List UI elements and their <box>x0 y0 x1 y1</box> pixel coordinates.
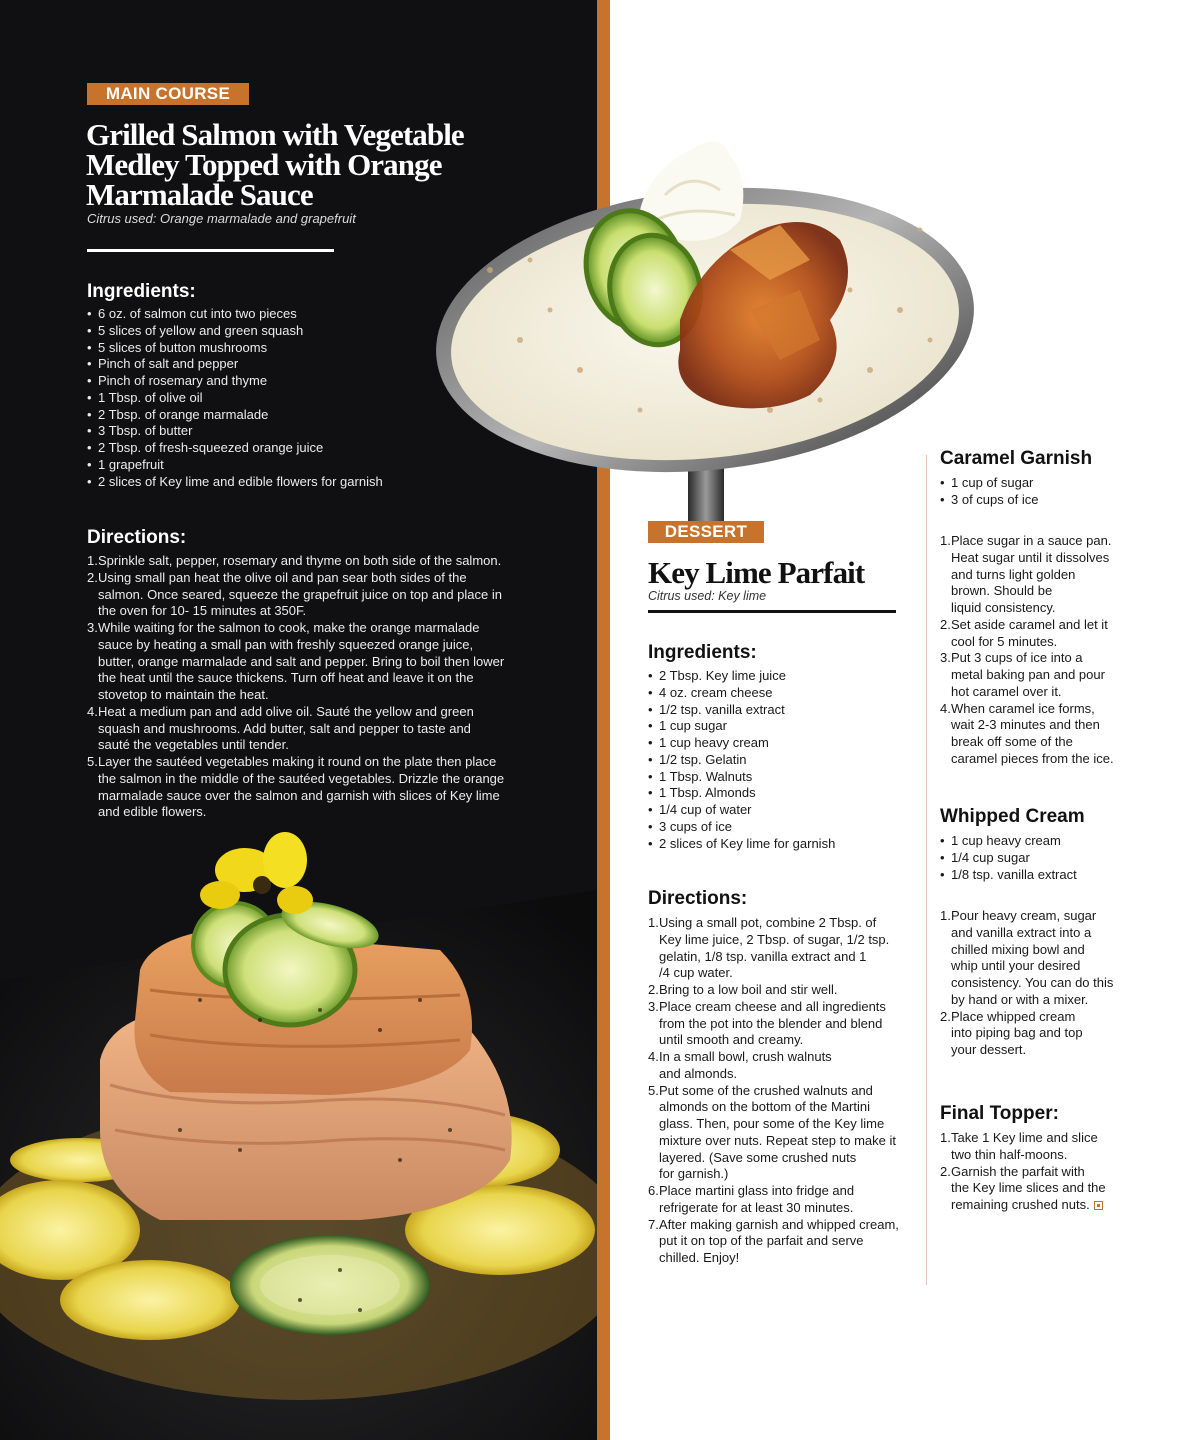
step-line: butter, orange marmalade and salt and pepper. Bring to boil then lower <box>98 653 505 669</box>
step-line: from the pot into the blender and blend <box>659 1015 883 1031</box>
final-topper-heading: Final Topper: <box>940 1103 1059 1124</box>
step-line: Sprinkle salt, pepper, rosemary and thyme on both side of the salmon. <box>98 553 502 568</box>
ingredient-item: • 4 oz. cream cheese <box>648 685 908 702</box>
step-line: into piping bag and top <box>951 1025 1083 1041</box>
step-number: 2. <box>940 1163 951 1179</box>
step-line: until smooth and creamy. <box>659 1032 804 1048</box>
direction-step <box>87 754 527 821</box>
step-line: Place whipped cream <box>951 1008 1076 1024</box>
ingredient-item: • 1 Tbsp. of olive oil <box>87 390 557 407</box>
step-line: remaining crushed nuts. <box>951 1197 1180 1214</box>
end-mark-icon <box>1094 1201 1103 1210</box>
main-directions-list <box>87 553 527 821</box>
direction-step <box>648 1083 913 1184</box>
step-line: layered. (Save some crushed nuts <box>659 1149 857 1165</box>
step-number: 4. <box>87 703 98 719</box>
ingredient-item: • 1/4 cup sugar <box>940 850 1180 867</box>
direction-step <box>648 1217 913 1267</box>
step-number: 2. <box>648 982 659 997</box>
step-line: Place martini glass into fridge and <box>659 1183 855 1198</box>
ingredient-item: • 2 Tbsp. of fresh-squeezed orange juice <box>87 440 557 457</box>
direction-step <box>940 1009 1180 1059</box>
step-line: Set aside caramel and let it <box>951 616 1108 632</box>
direction-step <box>940 908 1180 1009</box>
step-line: and turns light golden <box>951 566 1076 582</box>
ingredient-item: • 1 Tbsp. Walnuts <box>648 769 908 786</box>
step-line: Layer the sautéed vegetables making it round on the plate then place <box>98 754 497 769</box>
caramel-garnish-heading: Caramel Garnish <box>940 448 1093 469</box>
step-line: two thin half-moons. <box>951 1146 1068 1162</box>
direction-step <box>940 617 1180 651</box>
step-line: refrigerate for at least 30 minutes. <box>659 1199 854 1215</box>
dessert-directions-heading: Directions: <box>648 888 748 909</box>
ingredient-item: • 2 slices of Key lime for garnish <box>648 836 908 853</box>
step-line: When caramel ice forms, <box>951 700 1095 716</box>
step-number: 4. <box>648 1049 659 1064</box>
step-line: for garnish.) <box>659 1166 729 1182</box>
step-number: 2. <box>940 616 951 632</box>
direction-step <box>648 982 913 999</box>
dessert-ingredients-list <box>648 668 908 852</box>
step-number: 3. <box>648 998 659 1014</box>
step-line: hot caramel over it. <box>951 683 1062 699</box>
dessert-tag: DESSERT <box>648 521 764 543</box>
direction-step <box>87 570 527 620</box>
main-course-tag: MAIN COURSE <box>87 83 249 105</box>
step-number: 5. <box>648 1082 659 1098</box>
dessert-directions-list <box>648 915 913 1267</box>
step-line: Using small pan heat the olive oil and pan sear both sides of the <box>98 569 467 585</box>
step-line: Place sugar in a sauce pan. <box>951 533 1112 548</box>
caramel-ingredients-list <box>940 475 1180 509</box>
ingredient-item: • 3 cups of ice <box>648 819 908 836</box>
step-number: 5. <box>87 754 98 769</box>
ingredient-item: • 1/2 tsp. vanilla extract <box>648 702 908 719</box>
dessert-title: Key Lime Parfait <box>648 555 865 590</box>
step-number: 2. <box>940 1008 951 1024</box>
step-line: Put some of the crushed walnuts and <box>659 1082 873 1098</box>
ingredient-item: • Pinch of rosemary and thyme <box>87 373 557 390</box>
step-line: Heat sugar until it dissolves <box>951 549 1110 565</box>
direction-step <box>648 1049 913 1083</box>
ingredient-item: • 1 cup heavy cream <box>940 833 1180 850</box>
step-line: break off some of the <box>951 734 1073 749</box>
step-line: sauce by heating a small pan with freshly squeezed orange juice, <box>98 636 474 652</box>
step-line: liquid consistency. <box>951 600 1056 615</box>
key-lime-parfait-photo <box>430 110 990 540</box>
ingredient-item: • 1 cup sugar <box>648 718 908 735</box>
direction-step <box>87 553 527 570</box>
direction-step <box>648 999 913 1049</box>
step-number: 2. <box>87 569 98 585</box>
step-line: squash and mushrooms. Add butter, salt and pepper to taste and <box>98 720 471 736</box>
step-line: brown. Should be <box>951 583 1053 599</box>
step-line: Key lime juice, 2 Tbsp. of sugar, 1/2 tsp. <box>659 931 890 947</box>
ingredient-item: • 2 slices of Key lime and edible flowers for garnish <box>87 474 557 491</box>
step-line: Heat a medium pan and add olive oil. Sauté the yellow and green <box>98 703 474 719</box>
direction-step <box>648 1183 913 1217</box>
directions-heading: Directions: <box>87 527 187 548</box>
step-number: 1. <box>940 533 951 548</box>
title-underline <box>87 249 334 252</box>
ingredient-item: • 2 Tbsp. Key lime juice <box>648 668 908 685</box>
direction-step <box>648 915 913 982</box>
step-line: chilled mixing bowl and <box>951 941 1085 957</box>
step-number: 6. <box>648 1183 659 1198</box>
step-number: 3. <box>87 620 98 635</box>
step-line: chilled. Enjoy! <box>659 1250 740 1265</box>
step-line: Pour heavy cream, sugar <box>951 908 1097 923</box>
step-line: Put 3 cups of ice into a <box>951 650 1083 666</box>
column-divider <box>926 455 927 1285</box>
final-topper-directions-list <box>940 1130 1180 1214</box>
step-line: While waiting for the salmon to cook, make the orange marmalade <box>98 620 480 635</box>
whipped-cream-directions-list <box>940 908 1180 1059</box>
step-line: almonds on the bottom of the Martini <box>659 1099 871 1115</box>
direction-step <box>87 704 527 754</box>
ingredient-item: • 1/4 cup of water <box>648 802 908 819</box>
step-line: your dessert. <box>951 1042 1027 1057</box>
ingredient-item: • 1 cup heavy cream <box>648 735 908 752</box>
step-line: Garnish the parfait with <box>951 1163 1085 1179</box>
step-line: and vanilla extract into a <box>951 924 1092 940</box>
step-line: Using a small pot, combine 2 Tbsp. of <box>659 915 877 930</box>
caramel-directions-list <box>940 533 1180 768</box>
direction-step <box>87 620 527 704</box>
step-line: stovetop to maintain the heat. <box>98 687 269 702</box>
step-line: /4 cup water. <box>659 965 733 981</box>
step-line: the salmon in the middle of the sautéed vegetables. Drizzle the orange <box>98 770 505 786</box>
direction-step <box>940 1130 1180 1164</box>
step-line: and almonds. <box>659 1065 738 1081</box>
direction-step <box>940 701 1180 768</box>
ingredient-item: • 1/8 tsp. vanilla extract <box>940 867 1180 884</box>
title-line: Medley Topped with Orange <box>86 147 442 182</box>
step-line: glass. Then, pour some of the Key lime <box>659 1116 885 1131</box>
ingredient-item: • 1 cup of sugar <box>940 475 1180 492</box>
direction-step <box>940 533 1180 617</box>
step-line: the Key lime slices and the <box>951 1180 1106 1196</box>
step-line: consistency. You can do this <box>951 975 1114 990</box>
step-line: salmon. Once seared, squeeze the grapefruit juice on top and place in <box>98 586 502 602</box>
ingredient-item: • 3 Tbsp. of butter <box>87 423 557 440</box>
step-number: 1. <box>940 1130 951 1145</box>
step-line: mixture over nuts. Repeat step to make it <box>659 1132 896 1148</box>
dessert-title-underline <box>648 610 896 613</box>
step-line: Place cream cheese and all ingredients <box>659 998 886 1014</box>
step-line: whip until your desired <box>951 958 1081 974</box>
salmon-dish-photo <box>0 830 597 1440</box>
title-line: Marmalade Sauce <box>86 177 313 212</box>
main-course-citrus-note: Citrus used: Orange marmalade and grapefruit <box>87 211 356 226</box>
step-line: and edible flowers. <box>98 804 207 820</box>
ingredient-item: • 1/2 tsp. Gelatin <box>648 752 908 769</box>
step-number: 7. <box>648 1216 659 1232</box>
step-line: In a small bowl, crush walnuts <box>659 1049 832 1064</box>
step-line: sauté the vegetables until tender. <box>98 737 289 753</box>
ingredient-item: • 6 oz. of salmon cut into two pieces <box>87 306 557 323</box>
step-line: the heat until the sauce thickens. Turn off heat and leave it on the <box>98 670 474 686</box>
step-line: wait 2-3 minutes and then <box>951 717 1100 733</box>
step-line: cool for 5 minutes. <box>951 633 1058 649</box>
title-line: Grilled Salmon with Vegetable <box>86 117 464 152</box>
step-line: Bring to a low boil and stir well. <box>659 982 838 997</box>
ingredient-item: • 2 Tbsp. of orange marmalade <box>87 407 557 424</box>
step-number: 1. <box>87 553 98 568</box>
ingredient-item: • 3 of cups of ice <box>940 492 1180 509</box>
dessert-citrus-note: Citrus used: Key lime <box>648 589 767 603</box>
step-line: caramel pieces from the ice. <box>951 750 1114 766</box>
ingredient-item: • 1 grapefruit <box>87 457 557 474</box>
ingredient-item: • 1 Tbsp. Almonds <box>648 785 908 802</box>
dessert-ingredients-heading: Ingredients: <box>648 642 757 663</box>
step-number: 1. <box>648 915 659 930</box>
step-line: put it on top of the parfait and serve <box>659 1233 864 1249</box>
ingredient-item: • 5 slices of button mushrooms <box>87 340 557 357</box>
step-number: 1. <box>940 908 951 923</box>
step-line: metal baking pan and pour <box>951 667 1105 682</box>
ingredients-heading: Ingredients: <box>87 281 196 302</box>
direction-step <box>940 1164 1180 1214</box>
ingredient-item: • Pinch of salt and pepper <box>87 356 557 373</box>
step-line: After making garnish and whipped cream, <box>659 1216 899 1232</box>
whipped-cream-ingredients-list <box>940 833 1180 883</box>
step-line: the oven for 10- 15 minutes at 350F. <box>98 603 307 619</box>
step-line: by hand or with a mixer. <box>951 991 1089 1007</box>
step-line: Take 1 Key lime and slice <box>951 1130 1098 1145</box>
step-line: gelatin, 1/8 tsp. vanilla extract and 1 <box>659 948 867 964</box>
step-number: 4. <box>940 700 951 716</box>
step-number: 3. <box>940 650 951 666</box>
ingredient-item: • 5 slices of yellow and green squash <box>87 323 557 340</box>
direction-step <box>940 650 1180 700</box>
whipped-cream-heading: Whipped Cream <box>940 806 1085 827</box>
step-line: marmalade sauce over the salmon and garnish with slices of Key lime <box>98 787 500 803</box>
